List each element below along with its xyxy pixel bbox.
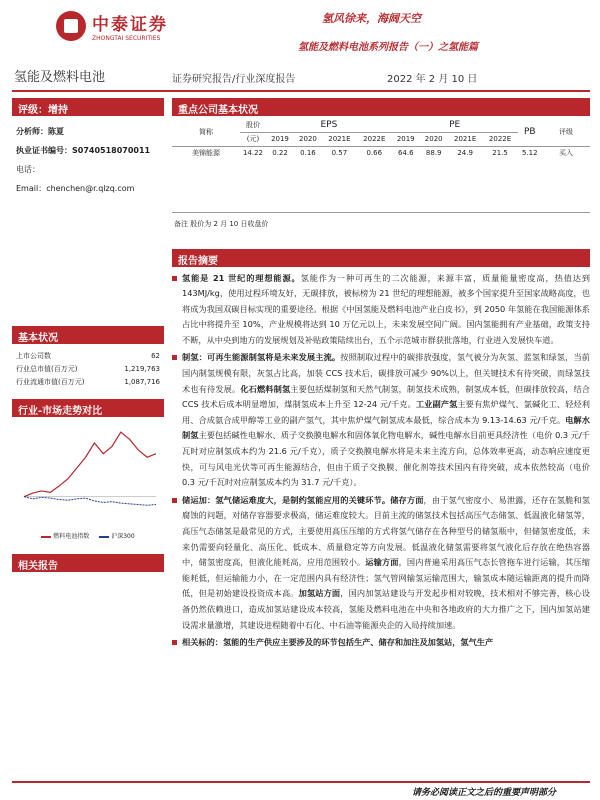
company-table	[172, 118, 590, 213]
th-name: 简称	[199, 127, 213, 136]
analyst-label: 分析师：	[16, 127, 48, 136]
report-motto: 氢风徐来，海阔天空	[322, 12, 421, 25]
sidebar	[12, 98, 164, 572]
analyst-name: 陈夏	[48, 127, 64, 136]
email-link[interactable]: chenchen@r.qlzq.com	[46, 184, 135, 193]
th-year: 2021E	[328, 135, 351, 143]
summary-para-targets: 相关标的：氢能的生产供应主要涉及的环节包括生产、储存和加注及加氢站，氢气生产	[172, 635, 590, 651]
phone-label: 电话：	[16, 165, 40, 174]
basic-status-row: 行业流通市值(百万元) 1,087,716	[16, 378, 160, 386]
th-eps: EPS	[320, 119, 338, 130]
basic-status-row: 上市公司数 62	[16, 352, 160, 360]
th-year: 2019	[271, 135, 289, 143]
logo	[56, 10, 168, 42]
report-series: 氢能及燃料电池系列报告（一）之氢能篇	[298, 42, 478, 53]
report-type: 证券研究报告/行业深度报告	[172, 74, 296, 85]
summary-para-hydrogen: 氢能是 21 世纪的理想能源。氢能作为一种可再生的二次能源，来源丰富，质量能量密度高，热值达到 143MJ/kg，使用过程环境友好，无碳排放，被标榜为 21 世纪的理想能源，被多个国家提升至国家战略高度，也将成为我国双碳目标实现的重要途径。根据《中国氢能及燃料电池产业白皮书》，到 2050 年氢能在我国能源体系占比中将提升至 10%，产业规模将达到 10 万亿元以上，未来发展空间广阔。国内氢能拥有产业基础，政策支持不断，从中央到地方的发展规划及补贴政策陆续出台，五个示范城市群获批落地，行业进入发展快车道。	[172, 271, 590, 349]
summary-para-storage: 储运加：氢气储运难度大，是制约氢能应用的关键环节。储存方面，由于氢气密度小、易泄露，还存在氢脆和氢腐蚀的问题，对储存容器要求极高，储运难度较大。目前主流的储氢技术包括高压气态储氢、低温液化储氢等，高压气态储氢是最常见的方式，主要使用高压压缩的方式将氢气储存在各种型号的储氢瓶中，但储氢密度低，未来仍需要向轻量化、高压化、低成本、质量稳定等方向发展。低温液化储氢需要将氢气液化后存放在绝热容器中，储氢密度高，但液化能耗高，应用范围较小。运输方面，国内普遍采用高压气态长管拖车进行运输，其压缩能耗低，但运输能力小，在一定范围内具有经济性；氢气管网输氢运输范围大，输氢成本随运输距离的提升而降低，但是初始建设投资成本高。加氢站方面，国内加氢站建设与开发起步相对较晚，技术相对不够完善，核心设备仍然依赖进口，造成加氢站建设成本较高，氢能及燃料电池在中央和各地政府的大力推广之下，国内加氢站建设需求量激增，其建设进程随着中石化、中石油等能源央企的入局持续加速。	[172, 493, 590, 633]
cert-label: 执业证书编号：	[16, 146, 72, 155]
legend-fuelcell: 燃料电池指数	[41, 531, 89, 540]
summary-title: 报告摘要	[172, 249, 590, 267]
th-price-unit: (元)	[246, 135, 260, 143]
main-content	[172, 98, 590, 653]
footer-divider	[12, 781, 590, 783]
th-pe: PE	[449, 119, 461, 130]
th-year: 2021E	[454, 135, 477, 143]
basic-status-row: 行业总市值(百万元) 1,219,763	[16, 365, 160, 373]
legend-hs300: 沪深300	[99, 531, 134, 540]
series-line-1	[24, 497, 156, 506]
basic-status-table	[12, 350, 164, 389]
table-note: 备注 股价为 2 月 10 日收盘价	[174, 219, 269, 228]
company-table-title: 重点公司基本状况	[172, 98, 590, 116]
logo-icon	[56, 11, 86, 41]
th-year: 2020	[424, 135, 443, 143]
th-price: 股价	[246, 120, 260, 129]
cert-number: S0740518070011	[72, 146, 151, 155]
table-row: 美锦能源 14.22 0.22 0.16 0.57 0.66 64.6 88.9 24.9 21.5 5.12 买入	[192, 149, 573, 158]
analyst-info	[12, 122, 164, 198]
rating-badge: 评级：增持	[12, 98, 164, 116]
trend-chart	[12, 417, 164, 525]
logo-en: ZHONGTAI SECURITIES	[92, 35, 161, 42]
th-year: 2019	[396, 135, 415, 143]
disclaimer-text: 请务必阅读正文之后的重要声明部分	[412, 788, 557, 798]
related-reports-title: 相关报告	[12, 554, 164, 572]
header-divider	[12, 90, 590, 92]
summary-body	[172, 271, 590, 651]
th-pb: PB	[523, 126, 536, 137]
logo-cn: 中泰证券	[92, 15, 168, 35]
th-year: 2022E	[363, 135, 386, 143]
summary-para-production: 制氢：可再生能源制氢将是未来发展主流。按照制取过程中的碳排放强度，氢气被分为灰氢、蓝氢和绿氢，当前国内制氢规模有限，灰氢占比高，加装 CCS 技术后，碳排放可减少 90%以上，但关键技术有待突破，而绿氢技术也有待发展。化石燃料制氢主要包括煤制氢和天然气制氢，制氢技术成熟，制氢成本低，但碳排放较高，结合 CCS 技术后成本明显增加，煤制氢成本上升至 12-24 元/千克。工业副产氢主要有焦炉煤气、氯碱化工、轻烃利用、合成氨合成甲醇等工业的副产氢气，其中焦炉煤气制氢成本最低，综合成本为 9.13-14.63 元/千克。电解水制氢主要包括碱性电解水、质子交换膜电解水和固体氧化物电解水，碱性电解水目前更具经济性（电价 0.3 元/千瓦时对应制氢成本约为 21.6 元/千克），质子交换膜电解水将是未来主流方向，总体效率更高，动态响应速度更快，可与风电光伏等可再生能源结合，但由于质子交换膜、催化剂等技术国内有待突破，成本依然较高（电价 0.3 元/千瓦时对应制氢成本约为 31.7 元/千克）。	[172, 350, 590, 490]
th-rating: 评级	[559, 127, 573, 136]
report-date: 2022 年 2 月 10 日	[387, 74, 478, 85]
email-label: Email：	[16, 184, 47, 193]
trend-title: 行业-市场走势对比	[12, 399, 164, 417]
page-header	[0, 0, 600, 64]
th-year: 2020	[299, 135, 317, 143]
basic-status-title: 基本状况	[12, 326, 164, 344]
th-year: 2022E	[488, 135, 512, 143]
sector-title: 氢能及燃料电池	[14, 70, 106, 85]
series-line-0	[24, 432, 156, 497]
